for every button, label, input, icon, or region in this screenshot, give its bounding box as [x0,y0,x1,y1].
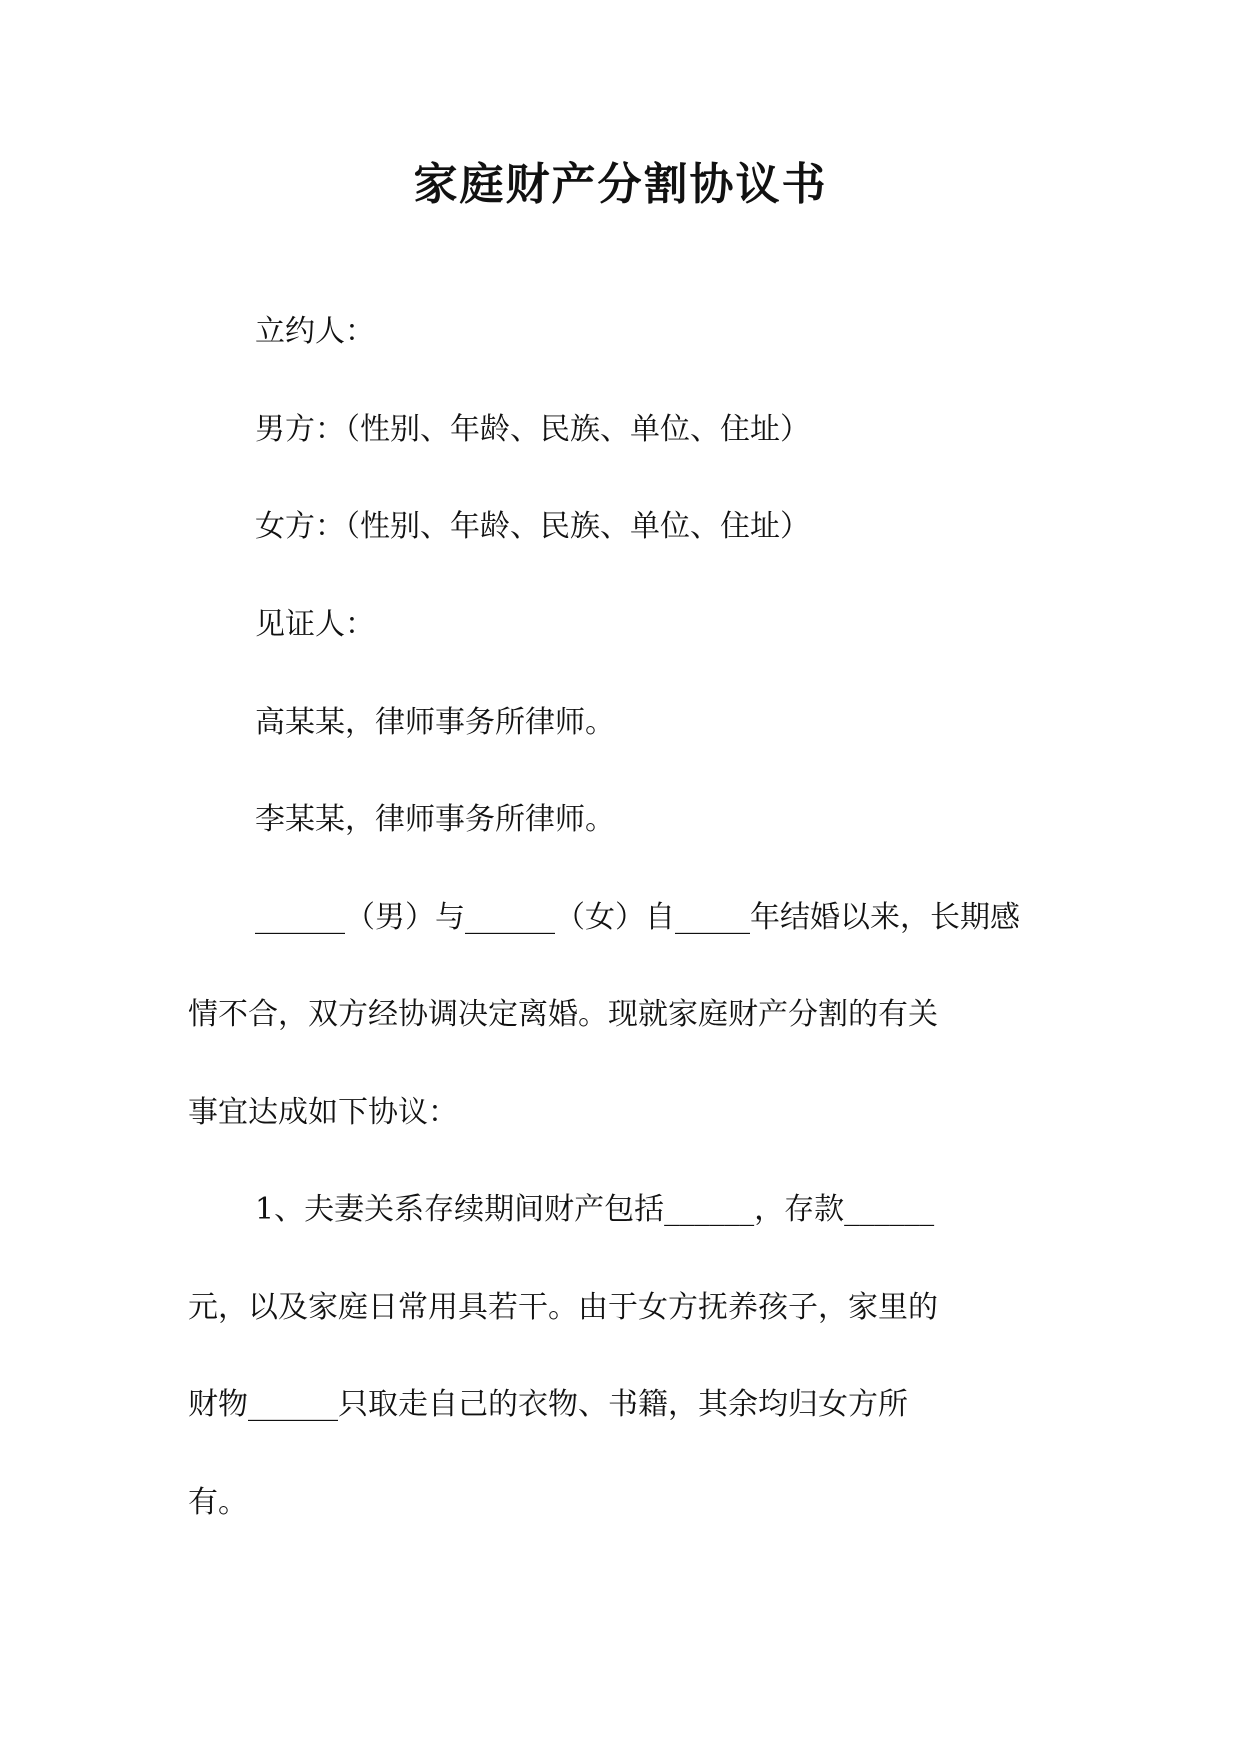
witness-1-line: 高某某，律师事务所律师。 [255,705,615,740]
intro-paragraph-line-3: 事宜达成如下协议： [188,1095,458,1130]
clause-1-line-4: 有。 [188,1485,248,1520]
clause-1-line-3: 财物______只取走自己的衣物、书籍，其余均归女方所 [188,1387,908,1422]
intro-paragraph-line-1: ______（男）与______（女）自_____年结婚以来，长期感 [255,900,1020,935]
contract-party-label: 立约人： [255,314,375,349]
intro-paragraph-line-2: 情不合，双方经协调决定离婚。现就家庭财产分割的有关 [188,997,938,1032]
clause-1-line-2: 元，以及家庭日常用具若干。由于女方抚养孩子，家里的 [188,1290,938,1325]
male-party-line: 男方：（性别、年龄、民族、单位、住址） [255,412,810,447]
clause-1-line-1: 1、夫妻关系存续期间财产包括______，存款______ [255,1192,935,1227]
witness-2-line: 李某某，律师事务所律师。 [255,802,615,837]
female-party-line: 女方：（性别、年龄、民族、单位、住址） [255,509,810,544]
document-title: 家庭财产分割协议书 [413,159,828,210]
witness-label: 见证人： [255,607,375,642]
